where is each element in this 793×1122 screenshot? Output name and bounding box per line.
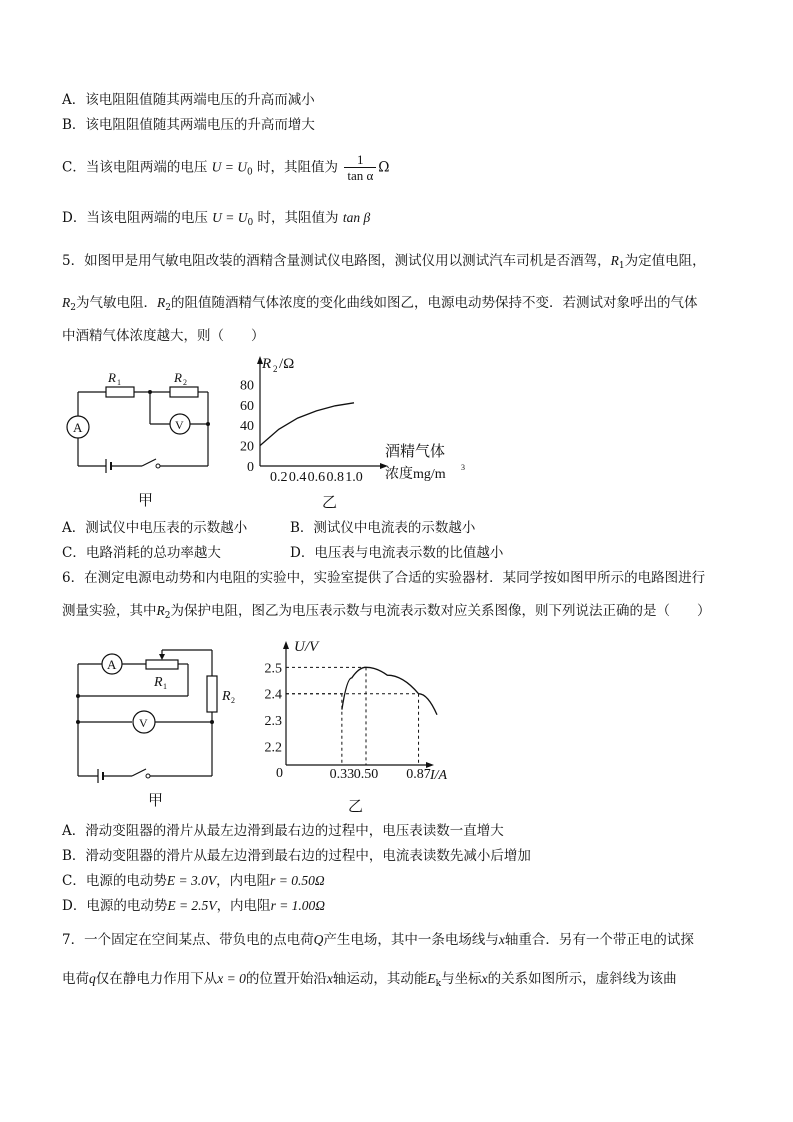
figure-caption-yi: 乙 bbox=[348, 799, 364, 815]
r2-label: R bbox=[222, 689, 231, 704]
y-tick-label: 40 bbox=[240, 419, 254, 435]
y-axis-label: U/V bbox=[294, 639, 319, 655]
q5-option-a: A．测试仪中电压表的示数越小 bbox=[62, 520, 248, 536]
q4-option-c-eq: U = U bbox=[211, 159, 247, 175]
q7-line2-f: 的关系如图所示，虚斜线为该曲 bbox=[487, 971, 677, 987]
q7-stem-line1 bbox=[62, 931, 694, 949]
y-tick-label: 20 bbox=[240, 439, 254, 455]
ammeter-label: A bbox=[107, 657, 117, 672]
q6-line2-r: R bbox=[156, 603, 165, 618]
q5-line2-sub2: 2 bbox=[165, 303, 171, 313]
q7-line1-post: 轴重合．另有一个带正电的试探 bbox=[504, 932, 694, 948]
q7-line1-pre: 7．一个固定在空间某点、带负电的点电荷 bbox=[62, 932, 314, 948]
q5-line2-a: 为气敏电阻． bbox=[75, 295, 157, 311]
x-tick-label: 1.0 bbox=[345, 470, 363, 485]
q7-line2-c: 的位置开始沿 bbox=[245, 971, 327, 987]
q4-option-c-unit: Ω bbox=[378, 159, 390, 176]
q5-line1-post: 为定值电阻， bbox=[624, 253, 706, 269]
ui-curve bbox=[342, 667, 437, 715]
q4-option-a: A．该电阻阻值随其两端电压的升高而减小 bbox=[62, 92, 315, 108]
q4-option-d bbox=[62, 209, 370, 232]
q6-line2-pre: 测量实验，其中 bbox=[62, 603, 157, 619]
y-tick-label: 60 bbox=[240, 398, 254, 414]
q7-stem-line2 bbox=[62, 970, 677, 993]
r2-sub: 2 bbox=[183, 378, 187, 387]
r1-sub: 1 bbox=[163, 682, 167, 691]
q6-option-c bbox=[62, 872, 325, 890]
figure-caption-jia: 甲 bbox=[148, 793, 164, 809]
q4-option-c-pre: C．当该电阻两端的电压 bbox=[62, 159, 208, 176]
voltmeter-label: V bbox=[139, 716, 148, 730]
x-tick-label: 0.33 bbox=[329, 767, 355, 782]
q5-line1-sub: 1 bbox=[618, 261, 625, 271]
q7-line2-esub: k bbox=[435, 979, 442, 989]
q6-line2-sub: 2 bbox=[164, 611, 171, 621]
q5-line2-r1: R bbox=[62, 295, 71, 310]
q7-line1-mid: 产生电场，其中一条电场线与 bbox=[323, 932, 499, 948]
q6-option-d bbox=[62, 897, 325, 915]
r1-rheostat bbox=[146, 660, 178, 669]
y-axis-label: R bbox=[262, 356, 272, 372]
q5-line2-b: 的阻值随酒精气体浓度的变化曲线如图乙，电源电动势保持不变．若测试对象呼出的气体 bbox=[170, 295, 698, 311]
q6-option-a: A．滑动变阻器的滑片从最左边滑到最右边的过程中，电压表读数一直增大 bbox=[62, 823, 504, 839]
q7-line1-q: Q bbox=[313, 932, 324, 947]
r2-resistor bbox=[207, 676, 217, 712]
q5-option-d: D．电压表与电流表示数的比值越小 bbox=[290, 545, 504, 561]
q5-stem-line1 bbox=[62, 252, 706, 275]
q7-line2-b: 仅在静电力作用下从 bbox=[95, 971, 218, 987]
y-tick-label: 0 bbox=[247, 460, 254, 475]
x-axis-label-line2: 浓度mg/m bbox=[385, 467, 446, 482]
q5-line2-r2: R bbox=[156, 295, 166, 310]
x-tick-label: 0.50 bbox=[353, 767, 379, 782]
x-tick-label: 0.8 bbox=[326, 470, 344, 485]
x-axis-label-sup: 3 bbox=[461, 463, 465, 472]
r2-label: R bbox=[174, 370, 182, 385]
x-tick-label: 0.4 bbox=[288, 470, 307, 485]
y-tick-label: 2.3 bbox=[264, 714, 282, 730]
q5-option-c: C．电路消耗的总功率越大 bbox=[62, 545, 221, 561]
q6-option-c-r: r = 0.50Ω bbox=[270, 873, 325, 888]
q5-line1-r: R bbox=[610, 253, 619, 268]
r2-sub: 2 bbox=[231, 696, 235, 705]
q6-option-d-r: r = 1.00Ω bbox=[270, 898, 326, 913]
y-tick-label: 80 bbox=[240, 378, 254, 394]
q5-stem-line3: 中酒精气体浓度越大，则（ ） bbox=[62, 328, 265, 344]
q4-option-d-val: tan β bbox=[342, 210, 371, 225]
resistance-curve bbox=[260, 403, 354, 446]
y-tick-label: 2.4 bbox=[264, 687, 282, 703]
q6-ui-chart bbox=[256, 633, 466, 821]
q6-option-c-e: E = 3.0V bbox=[166, 873, 217, 888]
q7-line2-d: 轴运动，其动能 bbox=[332, 971, 428, 987]
q4-option-d-sub: 0 bbox=[247, 218, 254, 228]
q6-option-c-mid: ，内电阻 bbox=[216, 873, 271, 889]
y-axis-label-sub: 2 bbox=[273, 364, 278, 374]
q4-option-d-pre: D．当该电阻两端的电压 bbox=[62, 210, 208, 226]
q5-option-b: B．测试仪中电流表的示数越小 bbox=[290, 520, 476, 536]
y-axis-label-unit: /Ω bbox=[279, 356, 295, 372]
q7-line2-x2: x bbox=[481, 971, 488, 986]
x-axis-label: I/A bbox=[430, 768, 448, 783]
r1-resistor bbox=[106, 387, 134, 397]
q7-line2-e: E bbox=[427, 971, 436, 986]
q7-line2-x: x bbox=[326, 971, 333, 986]
r2-resistor bbox=[170, 387, 198, 397]
figure-caption-yi: 乙 bbox=[322, 495, 338, 511]
q4-option-d-mid: 时，其阻值为 bbox=[257, 210, 339, 226]
q4-option-c-mid: 时，其阻值为 bbox=[257, 159, 339, 176]
r1-label: R bbox=[108, 370, 116, 385]
x-axis-label-line1: 酒精气体 bbox=[385, 444, 446, 460]
q6-option-d-e: E = 2.5V bbox=[167, 898, 217, 913]
q6-option-c-pre: C．电源的电动势 bbox=[62, 873, 167, 889]
x-tick-label: 0.87 bbox=[406, 767, 431, 782]
y-tick-label: 2.2 bbox=[264, 740, 282, 756]
q6-option-b: B．滑动变阻器的滑片从最左边滑到最右边的过程中，电流表读数先减小后增加 bbox=[62, 848, 531, 864]
x-tick-label: 0.6 bbox=[307, 470, 326, 485]
q6-stem-line1: 6．在测定电源电动势和内电阻的实验中，实验室提供了合适的实验器材．某同学按如图甲所示的电路图进行 bbox=[62, 570, 706, 586]
q7-line2-e2: 与坐标 bbox=[441, 971, 482, 987]
q4-option-d-eq: U = U bbox=[212, 210, 248, 225]
switch-lever bbox=[142, 459, 156, 466]
q7-line2-x0: x = 0 bbox=[217, 971, 246, 986]
q4-option-b: B．该电阻阻值随其两端电压的升高而增大 bbox=[62, 117, 315, 133]
q6-circuit-diagram bbox=[62, 640, 237, 815]
q6-option-d-pre: D．电源的电动势 bbox=[62, 898, 168, 914]
y-tick-label: 2.5 bbox=[264, 661, 282, 677]
fraction-numerator: 1 bbox=[344, 152, 376, 168]
r1-sub: 1 bbox=[117, 378, 121, 387]
q4-option-c bbox=[62, 152, 389, 184]
q6-option-d-mid: ，内电阻 bbox=[216, 898, 271, 914]
q5-line2-sub1: 2 bbox=[70, 303, 76, 313]
r1-label: R bbox=[154, 675, 163, 690]
q7-line2-a: 电荷 bbox=[62, 971, 89, 987]
switch-lever bbox=[132, 769, 146, 776]
ammeter-label: A bbox=[73, 420, 83, 435]
q5-concentration-chart bbox=[232, 348, 472, 518]
origin-label: 0 bbox=[276, 766, 283, 781]
q7-line2-q: q bbox=[89, 971, 96, 986]
q4-option-c-sub: 0 bbox=[247, 167, 253, 178]
q6-stem-line2 bbox=[62, 602, 710, 625]
x-tick-label: 0.2 bbox=[270, 470, 288, 485]
q5-circuit-diagram bbox=[62, 362, 222, 512]
figure-caption-jia: 甲 bbox=[138, 493, 154, 509]
q5-line1-pre: 5．如图甲是用气敏电阻改装的酒精含量测试仪电路图，测试仪用以测试汽车司机是否酒驾， bbox=[62, 253, 611, 269]
q6-line2-post: 为保护电阻，图乙为电压表示数与电流表示数对应关系图像，则下列说法正确的是（ ） bbox=[170, 603, 711, 619]
fraction-denominator: tan α bbox=[347, 168, 374, 183]
q5-stem-line2 bbox=[62, 294, 697, 317]
q7-line1-x: x bbox=[498, 932, 505, 947]
q4-option-c-fraction bbox=[344, 152, 376, 184]
voltmeter-label: V bbox=[175, 418, 184, 432]
